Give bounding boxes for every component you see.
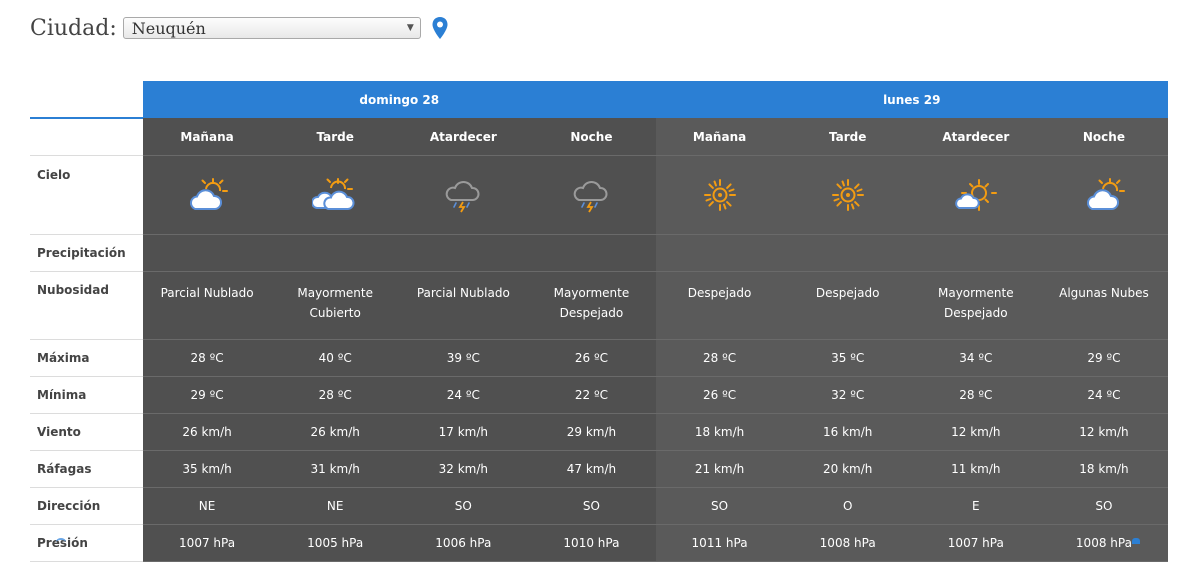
period-header: Mañana bbox=[656, 118, 784, 156]
pressure-cell: 1010 hPa bbox=[527, 525, 655, 562]
day-header-0: domingo 28 bbox=[143, 81, 656, 118]
max-temp-cell: 28 ºC bbox=[143, 340, 271, 377]
direction-cell: NE bbox=[271, 488, 399, 525]
wind-cell: 17 km/h bbox=[399, 414, 527, 451]
precip-cell bbox=[1040, 235, 1168, 272]
clouds-cell: Despejado bbox=[656, 272, 784, 340]
precip-cell bbox=[143, 235, 271, 272]
precip-cell bbox=[399, 235, 527, 272]
max-temp-cell: 35 ºC bbox=[784, 340, 912, 377]
forecast-table bbox=[30, 81, 1168, 562]
partly-cloudy-sun-icon bbox=[143, 177, 271, 213]
clouds-cell: Despejado bbox=[784, 272, 912, 340]
city-bar bbox=[30, 12, 449, 44]
chevron-down-icon: ▼ bbox=[406, 23, 414, 33]
min-temp-cell: 29 ºC bbox=[143, 377, 271, 414]
row-label-precip: Precipitación bbox=[30, 235, 143, 272]
sky-cell bbox=[271, 156, 399, 235]
sun-small-cloud-icon bbox=[912, 177, 1040, 213]
sky-cell bbox=[143, 156, 271, 235]
direction-cell: SO bbox=[1040, 488, 1168, 525]
gusts-cell: 47 km/h bbox=[527, 451, 655, 488]
wind-cell: 16 km/h bbox=[784, 414, 912, 451]
max-temp-cell: 29 ºC bbox=[1040, 340, 1168, 377]
sky-cell bbox=[399, 156, 527, 235]
max-temp-cell: 40 ºC bbox=[271, 340, 399, 377]
location-pin-icon[interactable] bbox=[431, 16, 449, 40]
row-label-min: Mínima bbox=[30, 377, 143, 414]
sky-cell bbox=[1040, 156, 1168, 235]
clouds-cell: Algunas Nubes bbox=[1040, 272, 1168, 340]
wind-cell: 12 km/h bbox=[1040, 414, 1168, 451]
cloud-storm-icon bbox=[527, 176, 655, 214]
precip-cell bbox=[656, 235, 784, 272]
wind-cell: 12 km/h bbox=[912, 414, 1040, 451]
gusts-cell: 32 km/h bbox=[399, 451, 527, 488]
precip-cell bbox=[912, 235, 1040, 272]
min-temp-cell: 24 ºC bbox=[1040, 377, 1168, 414]
period-header: Mañana bbox=[143, 118, 271, 156]
pressure-cell: 1007 hPa bbox=[143, 525, 271, 562]
sun-icon bbox=[656, 177, 784, 213]
city-select[interactable] bbox=[123, 17, 421, 39]
gusts-cell: 21 km/h bbox=[656, 451, 784, 488]
period-header: Tarde bbox=[784, 118, 912, 156]
day-header-1: lunes 29 bbox=[656, 81, 1169, 118]
max-temp-cell: 28 ºC bbox=[656, 340, 784, 377]
pressure-cell: 1007 hPa bbox=[912, 525, 1040, 562]
row-label-sky: Cielo bbox=[30, 156, 143, 235]
gusts-cell: 11 km/h bbox=[912, 451, 1040, 488]
sun-icon bbox=[784, 177, 912, 213]
max-temp-cell: 39 ºC bbox=[399, 340, 527, 377]
clouds-cell: Mayormente Despejado bbox=[527, 272, 655, 340]
cloud-storm-icon bbox=[399, 176, 527, 214]
period-header: Atardecer bbox=[399, 118, 527, 156]
row-label-clouds: Nubosidad bbox=[30, 272, 143, 340]
min-temp-cell: 22 ºC bbox=[527, 377, 655, 414]
period-header: Noche bbox=[1040, 118, 1168, 156]
direction-cell: O bbox=[784, 488, 912, 525]
wind-cell: 26 km/h bbox=[271, 414, 399, 451]
gusts-cell: 20 km/h bbox=[784, 451, 912, 488]
sky-cell bbox=[784, 156, 912, 235]
mostly-cloudy-sun-icon bbox=[271, 177, 399, 213]
max-temp-cell: 26 ºC bbox=[527, 340, 655, 377]
gusts-cell: 31 km/h bbox=[271, 451, 399, 488]
max-temp-cell: 34 ºC bbox=[912, 340, 1040, 377]
clouds-cell: Parcial Nublado bbox=[143, 272, 271, 340]
direction-cell: SO bbox=[527, 488, 655, 525]
clouds-cell: Mayormente Cubierto bbox=[271, 272, 399, 340]
wind-cell: 18 km/h bbox=[656, 414, 784, 451]
scroll-left-hint[interactable] bbox=[56, 538, 66, 546]
row-label-pressure: Presión bbox=[30, 525, 143, 562]
direction-cell: NE bbox=[143, 488, 271, 525]
precip-cell bbox=[784, 235, 912, 272]
sky-cell bbox=[656, 156, 784, 235]
gusts-cell: 35 km/h bbox=[143, 451, 271, 488]
corner-blank bbox=[30, 81, 143, 118]
period-header: Noche bbox=[527, 118, 655, 156]
row-label-gusts: Ráfagas bbox=[30, 451, 143, 488]
gusts-cell: 18 km/h bbox=[1040, 451, 1168, 488]
min-temp-cell: 28 ºC bbox=[912, 377, 1040, 414]
pressure-cell: 1011 hPa bbox=[656, 525, 784, 562]
period-header: Tarde bbox=[271, 118, 399, 156]
wind-cell: 26 km/h bbox=[143, 414, 271, 451]
clouds-cell: Parcial Nublado bbox=[399, 272, 527, 340]
row-label-wind: Viento bbox=[30, 414, 143, 451]
scroll-right-hint[interactable] bbox=[1132, 538, 1140, 544]
precip-cell bbox=[271, 235, 399, 272]
direction-cell: SO bbox=[656, 488, 784, 525]
precip-cell bbox=[527, 235, 655, 272]
period-label-blank bbox=[30, 118, 143, 156]
partly-cloudy-sun-icon bbox=[1040, 177, 1168, 213]
pressure-cell: 1005 hPa bbox=[271, 525, 399, 562]
pressure-cell: 1008 hPa bbox=[784, 525, 912, 562]
min-temp-cell: 26 ºC bbox=[656, 377, 784, 414]
direction-cell: E bbox=[912, 488, 1040, 525]
pressure-cell: 1006 hPa bbox=[399, 525, 527, 562]
city-label: Ciudad: bbox=[30, 15, 117, 41]
clouds-cell: Mayormente Despejado bbox=[912, 272, 1040, 340]
period-header: Atardecer bbox=[912, 118, 1040, 156]
min-temp-cell: 32 ºC bbox=[784, 377, 912, 414]
city-select-value: Neuquén bbox=[131, 18, 206, 38]
min-temp-cell: 24 ºC bbox=[399, 377, 527, 414]
sky-cell bbox=[527, 156, 655, 235]
wind-cell: 29 km/h bbox=[527, 414, 655, 451]
sky-cell bbox=[912, 156, 1040, 235]
direction-cell: SO bbox=[399, 488, 527, 525]
pressure-cell: 1008 hPa bbox=[1040, 525, 1168, 562]
row-label-max: Máxima bbox=[30, 340, 143, 377]
min-temp-cell: 28 ºC bbox=[271, 377, 399, 414]
row-label-direction: Dirección bbox=[30, 488, 143, 525]
